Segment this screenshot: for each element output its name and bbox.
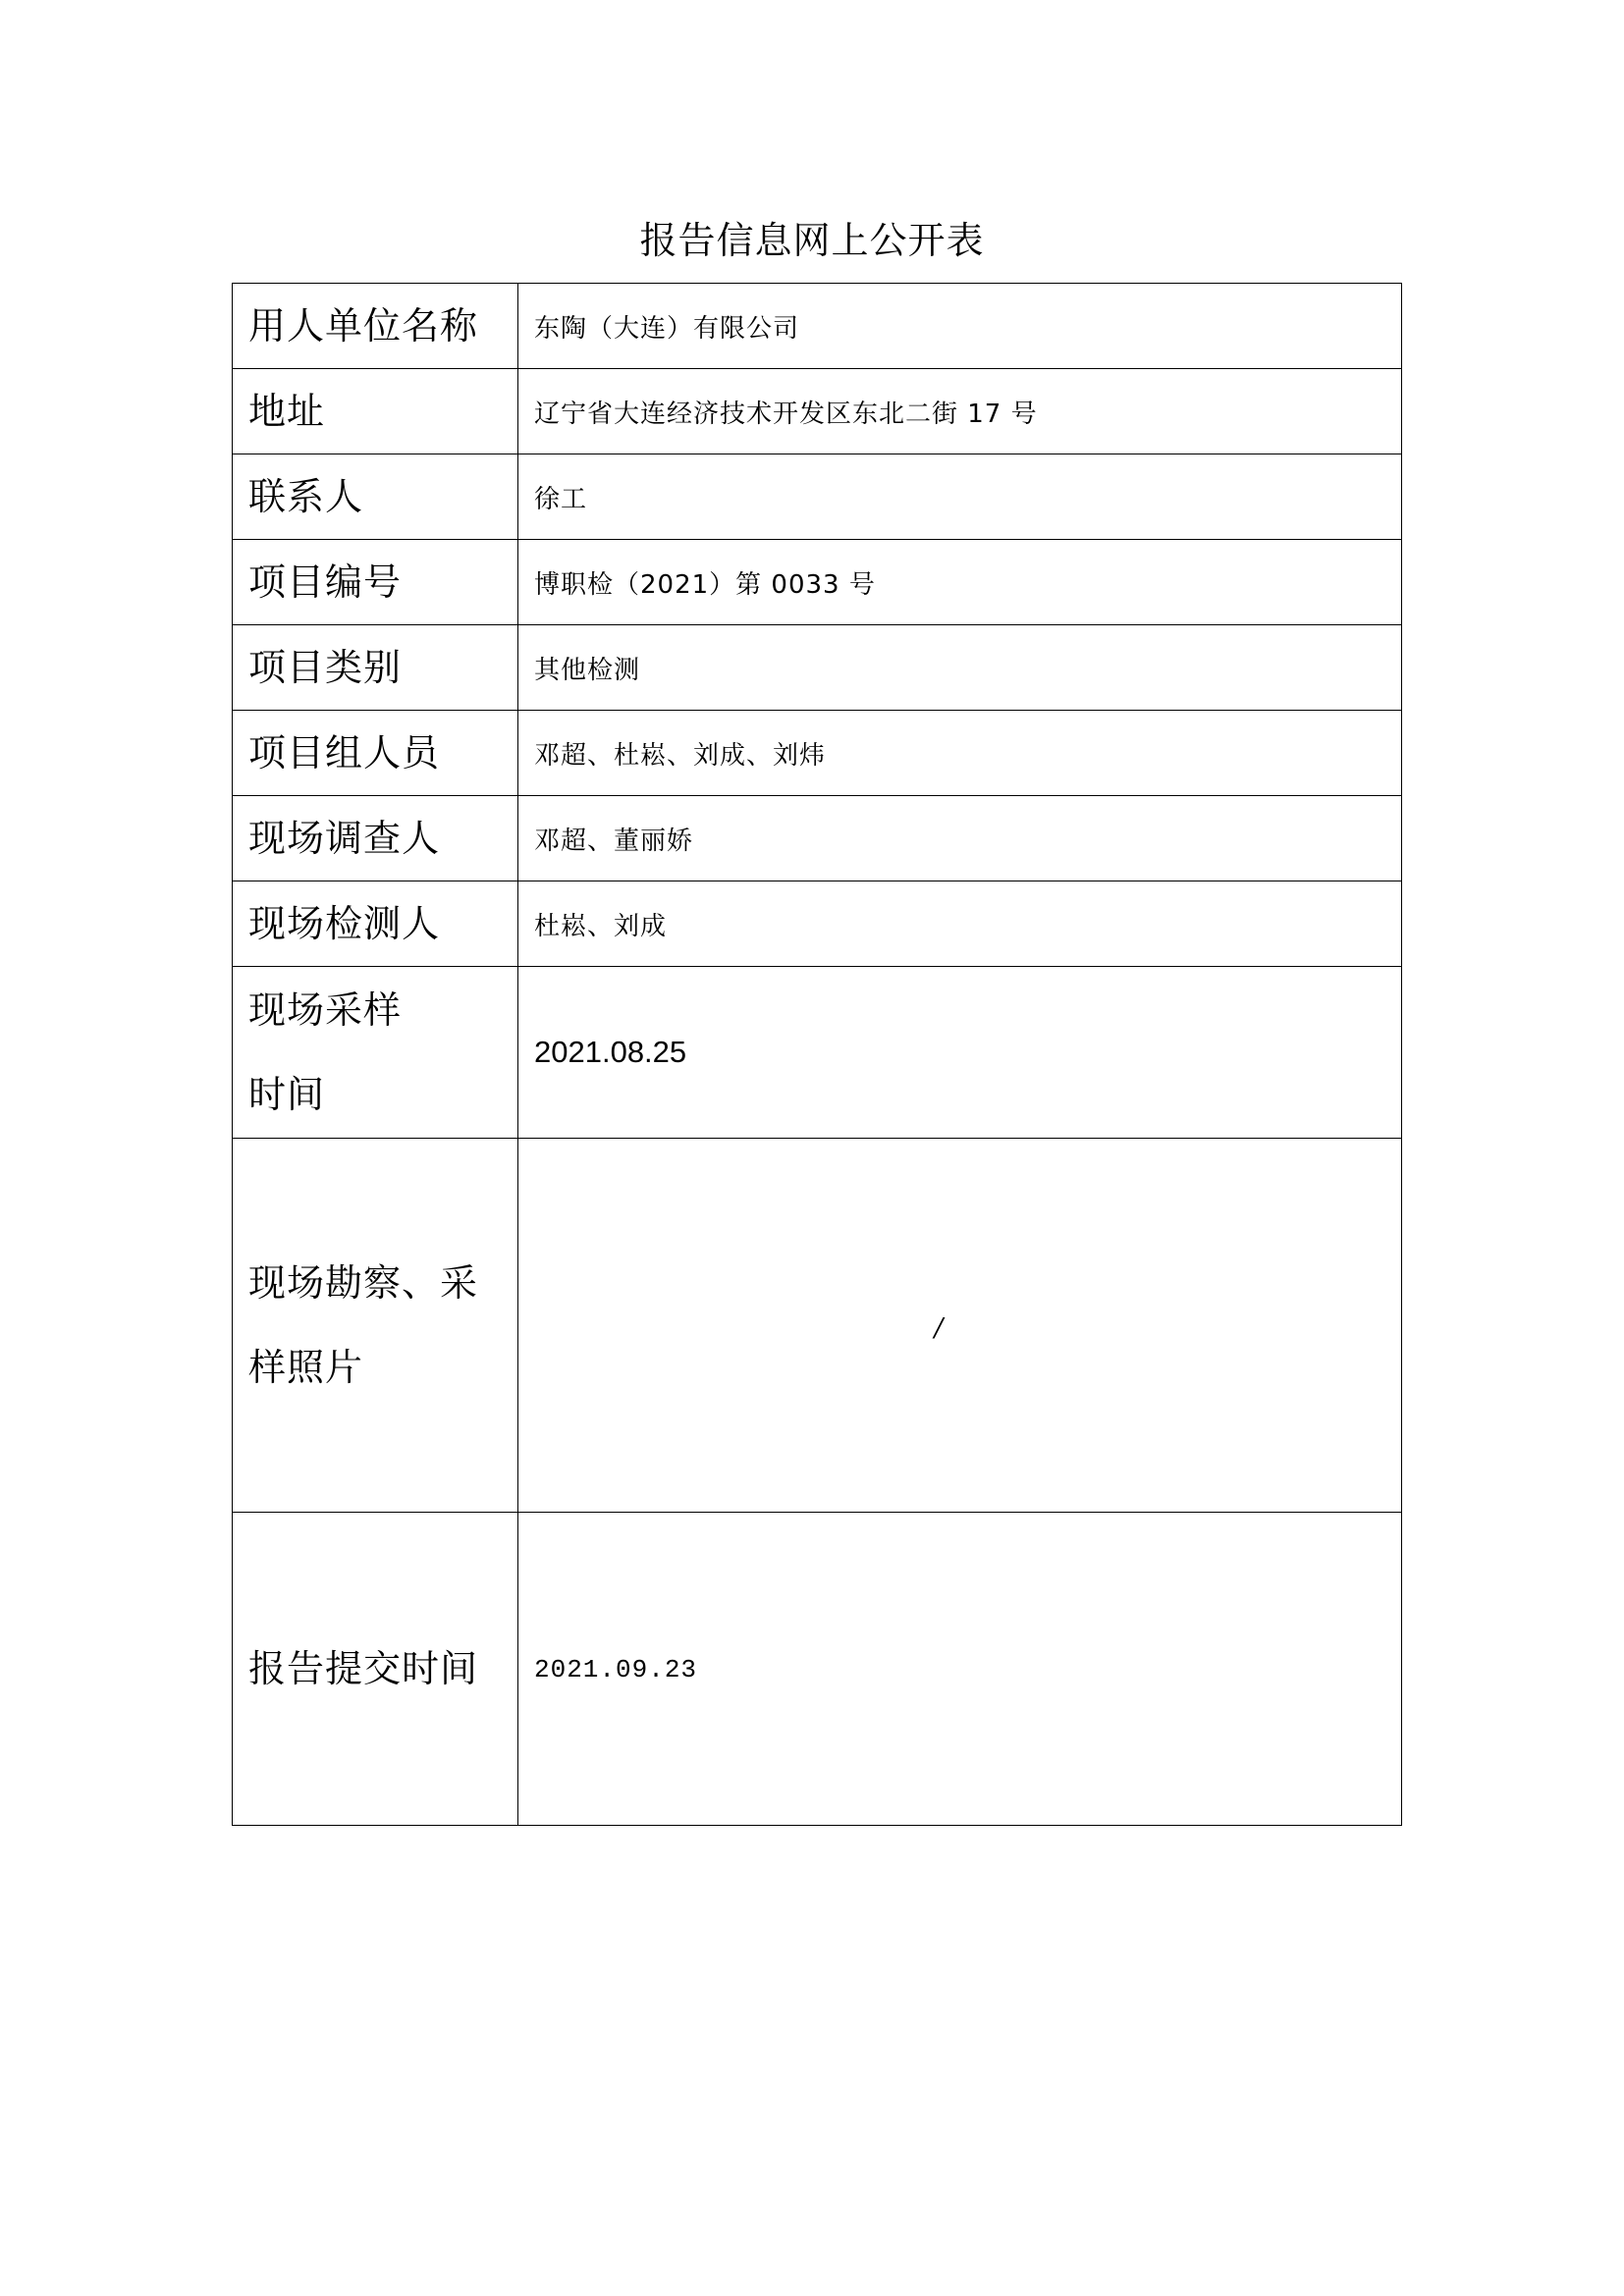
label-site-photos [233,1139,518,1513]
label-project-team: 项目组人员 [233,711,518,796]
value-submit-time: 2021.09.23 [534,1654,698,1684]
label-employer: 用人单位名称 [233,284,518,369]
table-row-project-number [233,540,1402,625]
value-sampling-time: 2021.08.25 [534,1035,687,1069]
value-site-photos: / [934,1313,945,1343]
value-project-number: 博职检（2021）第 0033 号 [518,540,1402,625]
value-employer: 东陶（大连）有限公司 [518,284,1402,369]
document-title: 报告信息网上公开表 [639,219,985,262]
label-address: 地址 [233,369,518,454]
table-row-address [233,369,1402,454]
label-project-number: 项目编号 [233,540,518,625]
value-project-team: 邓超、杜崧、刘成、刘炜 [518,711,1402,796]
table-row-employer [233,284,1402,369]
label-sampling-time-line2: 时间 [248,1073,326,1116]
table-row-site-investigator [233,796,1402,881]
value-site-investigator: 邓超、董丽娇 [518,796,1402,881]
table-row-sampling-time [233,967,1402,1139]
table-row-project-team [233,711,1402,796]
label-site-photos-line1: 现场勘察、采 [248,1261,479,1305]
value-sampling-time-cell [518,967,1402,1139]
value-submit-time-cell [518,1513,1402,1826]
table-row-project-category [233,625,1402,711]
label-submit-time: 报告提交时间 [233,1513,518,1826]
label-contact: 联系人 [233,454,518,540]
label-site-photos-line2: 样照片 [248,1346,364,1389]
value-project-category: 其他检测 [518,625,1402,711]
value-site-inspector: 杜崧、刘成 [518,881,1402,967]
label-sampling-time-line1: 现场采样 [248,988,403,1032]
label-project-category: 项目类别 [233,625,518,711]
table-row-site-photos [233,1139,1402,1513]
report-info-table [232,283,1402,1826]
label-site-inspector: 现场检测人 [233,881,518,967]
label-site-investigator: 现场调查人 [233,796,518,881]
table-row-submit-time [233,1513,1402,1826]
label-sampling-time [233,967,518,1139]
value-site-photos-cell [518,1139,1402,1513]
value-address: 辽宁省大连经济技术开发区东北二街 17 号 [518,369,1402,454]
value-contact: 徐工 [518,454,1402,540]
table-row-contact [233,454,1402,540]
table-row-site-inspector [233,881,1402,967]
